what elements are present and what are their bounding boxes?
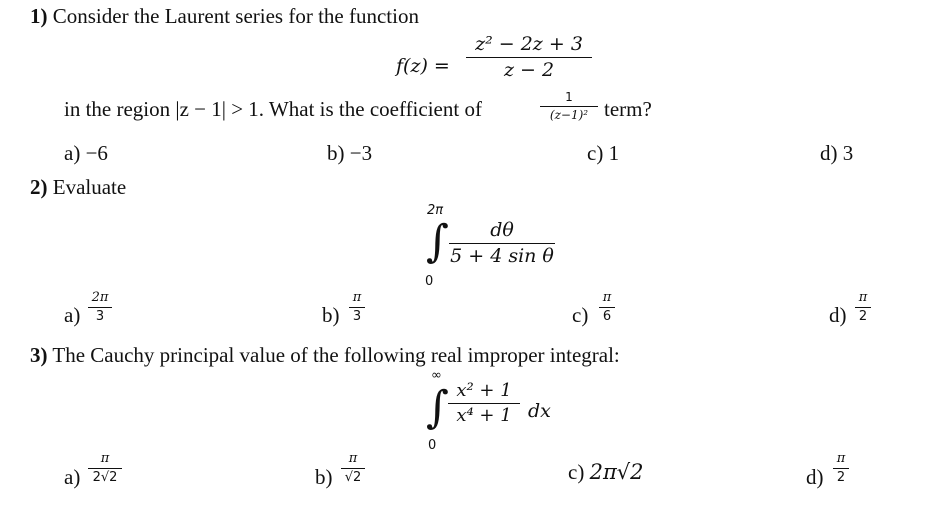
term-numerator: 1: [565, 90, 573, 104]
function-numerator: z² − 2z + 3: [475, 33, 583, 55]
integral-lower-limit: 0: [428, 438, 437, 453]
option-numerator: π: [352, 290, 362, 305]
fraction-bar: [466, 57, 592, 58]
option-denominator: 6: [602, 309, 612, 325]
integrand-numerator: dθ: [490, 219, 514, 241]
integral-lower-limit: 0: [425, 274, 434, 289]
integrand-denominator: 5 + 4 sin θ: [450, 244, 554, 267]
option-value: 1: [608, 141, 620, 165]
q3-option-d[interactable]: [806, 465, 824, 490]
condition-before: in the region |z − 1| > 1. What is the coefficient of: [64, 97, 482, 121]
fraction-bar: [599, 307, 615, 308]
q1-option-d[interactable]: [820, 141, 853, 166]
option-label: a): [64, 465, 81, 489]
option-label: c): [587, 141, 604, 165]
question-1-number: 1): [30, 4, 48, 28]
integrand-fraction: [448, 381, 520, 426]
option-label: d): [806, 465, 824, 489]
fraction-bar: [833, 468, 849, 469]
function-denominator: z − 2: [503, 58, 555, 81]
question-3-prompt: [30, 343, 620, 368]
option-numerator: π: [100, 451, 110, 466]
question-2-prompt: [30, 175, 126, 200]
q2-option-c-fraction: [599, 291, 615, 325]
question-3-text: The Cauchy principal value of the following real improper integral:: [52, 343, 620, 367]
option-denominator: √2: [344, 470, 362, 486]
integral-sign: ∫: [426, 216, 449, 267]
fraction-bar: [855, 307, 871, 308]
fraction-bar: [540, 106, 598, 107]
fraction-bar: [341, 468, 365, 469]
q2-option-b-fraction: [349, 291, 365, 325]
q3-option-a[interactable]: [64, 465, 80, 490]
q3-option-a-fraction: [88, 452, 122, 486]
q2-option-b[interactable]: [322, 303, 340, 328]
q2-option-a[interactable]: [64, 303, 80, 328]
fraction-bar: [449, 243, 555, 244]
option-numerator: π: [602, 290, 612, 305]
fraction-bar: [88, 468, 122, 469]
q3-option-b-fraction: [341, 452, 365, 486]
option-label: b): [322, 303, 340, 327]
option-label: a): [64, 303, 81, 327]
integral-sign: ∫: [426, 382, 449, 433]
question-2-number: 2): [30, 175, 48, 199]
condition-after: term?: [604, 97, 652, 121]
question-2-text: Evaluate: [52, 175, 127, 199]
option-value: 3: [842, 141, 854, 165]
option-label: d): [829, 303, 847, 327]
option-label: d): [820, 141, 838, 165]
fraction-bar: [448, 403, 520, 404]
q3-option-d-fraction: [833, 452, 849, 486]
option-label: c): [568, 460, 585, 484]
option-denominator: 2√2: [92, 470, 118, 486]
q2-option-a-fraction: [88, 291, 112, 325]
question-1-prompt: [30, 4, 419, 29]
option-numerator: 2π: [91, 290, 109, 305]
q1-option-b[interactable]: [327, 141, 372, 166]
integrand-denominator: x⁴ + 1: [456, 404, 512, 426]
integral-differential: dx: [528, 400, 551, 422]
integral-upper-limit: ∞: [431, 368, 442, 383]
function-fraction: [466, 34, 592, 81]
option-denominator: 2: [858, 309, 868, 325]
question-1-text: Consider the Laurent series for the function: [52, 4, 419, 28]
option-denominator: 3: [352, 309, 362, 325]
q1-option-c[interactable]: [587, 141, 619, 166]
option-label: a): [64, 141, 81, 165]
option-denominator: 3: [95, 309, 105, 325]
fraction-bar: [88, 307, 112, 308]
q1-option-a[interactable]: [64, 141, 108, 166]
option-label: c): [572, 303, 589, 327]
option-numerator: π: [348, 451, 358, 466]
question-1-condition: [64, 97, 482, 122]
option-value: −6: [85, 141, 108, 165]
integrand-numerator: x² + 1: [456, 380, 512, 401]
function-lhs: f(z) =: [396, 55, 450, 77]
q2-option-c[interactable]: [572, 303, 588, 328]
integral-upper-limit: 2π: [427, 203, 444, 218]
option-denominator: 2: [836, 470, 846, 486]
integrand-fraction: [449, 220, 555, 267]
q3-option-b[interactable]: [315, 465, 333, 490]
q2-option-d[interactable]: [829, 303, 847, 328]
term-fraction: [540, 91, 598, 122]
option-value: −3: [349, 141, 373, 165]
q2-option-d-fraction: [855, 291, 871, 325]
fraction-bar: [349, 307, 365, 308]
option-numerator: π: [836, 451, 846, 466]
question-3-number: 3): [30, 343, 48, 367]
option-value: 2π√2: [589, 460, 644, 484]
option-label: b): [315, 465, 333, 489]
term-denominator: (z−1)²: [549, 108, 589, 123]
q3-option-c[interactable]: [568, 460, 643, 485]
option-label: b): [327, 141, 345, 165]
option-numerator: π: [858, 290, 868, 305]
